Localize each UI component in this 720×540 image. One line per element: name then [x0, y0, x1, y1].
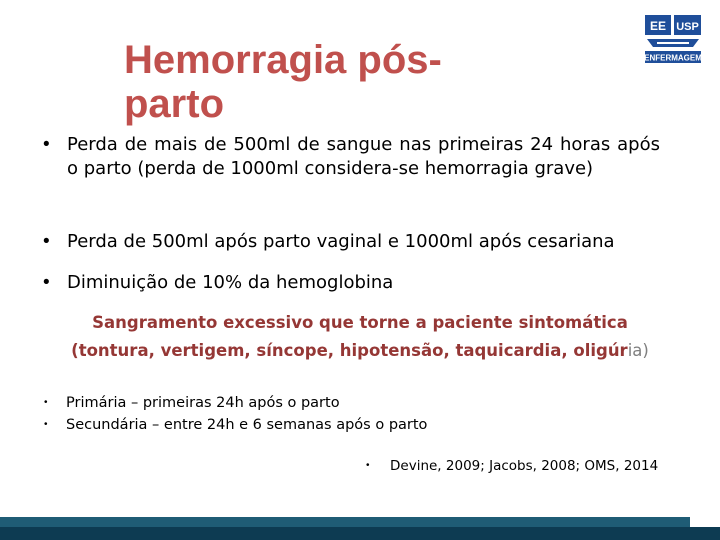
logo-usp-text: USP	[676, 21, 699, 33]
reference-text: Devine, 2009; Jacobs, 2008; OMS, 2014	[390, 458, 659, 474]
footer-bar-top	[0, 517, 690, 527]
logo-ee-text: EE	[649, 19, 667, 33]
slide-title-line2: parto	[124, 82, 224, 126]
bullet-text-1: Perda de mais de 500ml de sangue nas primeiras 24 horas após o parto (perda de 1000ml considera-se hemorragia grave)	[67, 134, 660, 179]
bullet-marker-3: •	[43, 272, 50, 293]
highlight-line-1: Sangramento excessivo que torne a paciente sintomática	[92, 313, 628, 332]
footer-bar-bottom	[0, 527, 720, 540]
bullet-text-2: Perda de 500ml após parto vaginal e 1000ml após cesariana	[67, 231, 615, 252]
reference-bullet-marker: •	[366, 460, 370, 471]
ee-usp-logo	[643, 13, 703, 65]
bullet-marker-1: •	[43, 134, 50, 155]
sub-bullet-marker-2: •	[44, 419, 48, 430]
sub-bullet-text-1: Primária – primeiras 24h após o parto	[66, 395, 340, 411]
bullet-text-3: Diminuição de 10% da hemoglobina	[67, 272, 394, 293]
highlight-symptoms: tontura, vertigem, síncope, hipotensão, taquicardia, oligúr	[78, 341, 628, 360]
slide-title-line1: Hemorragia pós-	[124, 38, 442, 82]
highlight-tail: ia)	[627, 341, 649, 360]
sub-bullet-text-2: Secundária – entre 24h e 6 semanas após o parto	[66, 417, 428, 433]
highlight-line-2	[40, 338, 680, 363]
bullet-marker-2: •	[43, 231, 50, 252]
sub-bullet-marker-1: •	[44, 397, 48, 408]
highlight-open-paren: (	[71, 341, 79, 360]
logo-enfermagem-text: ENFERMAGEM	[644, 53, 702, 63]
slide-title	[124, 38, 442, 126]
